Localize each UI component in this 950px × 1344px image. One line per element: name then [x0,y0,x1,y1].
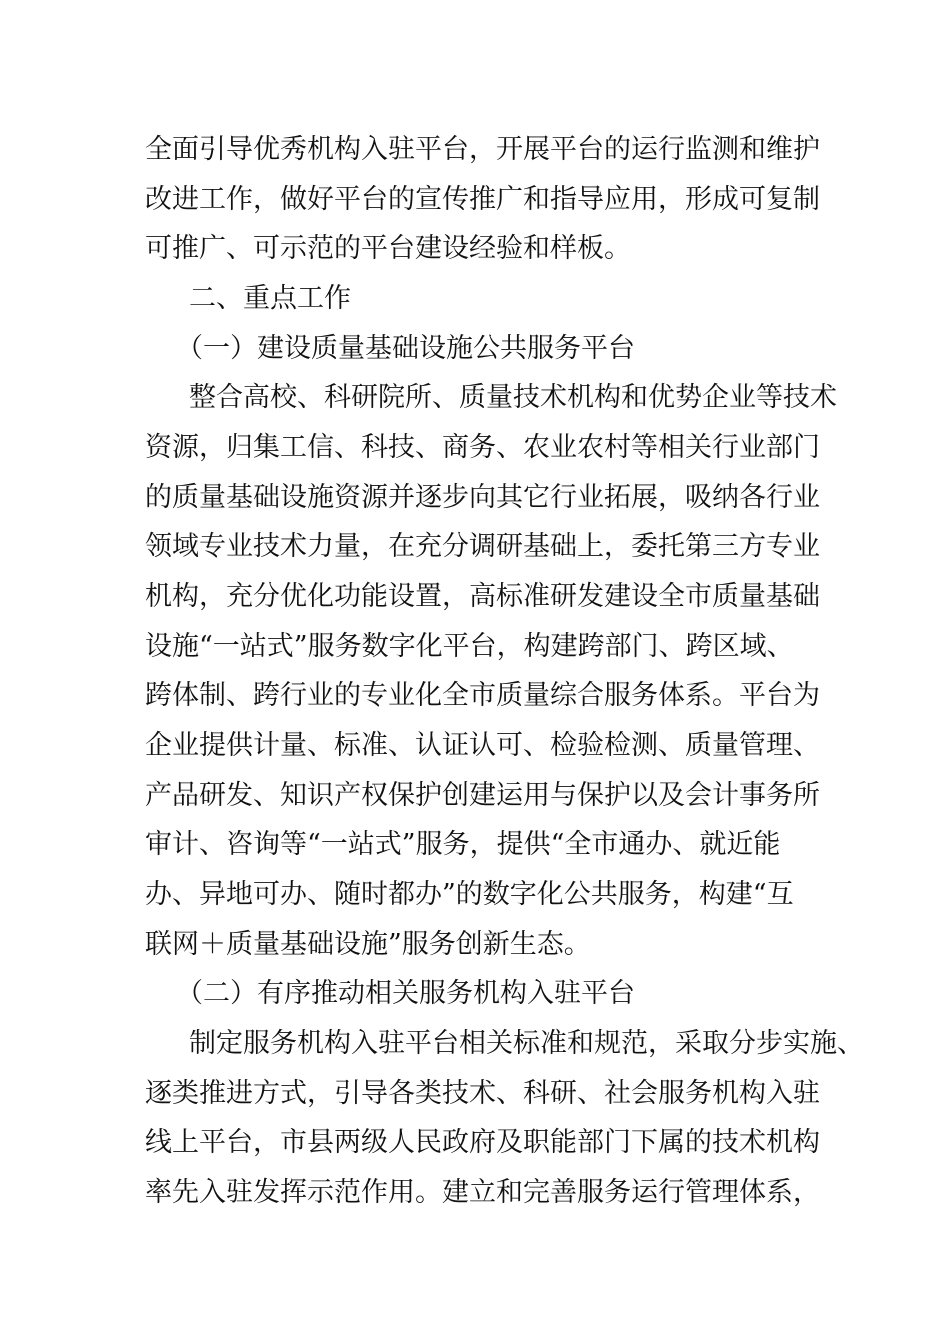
paragraph-continuation-line: 可推广、可示范的平台建设经验和样板。 [145,233,631,264]
paragraph-first-line: 制定服务机构入驻平台相关标准和规范，采取分步实施、 [189,1028,864,1059]
paragraph-line: 联网＋质量基础设施”服务创新生态。 [145,929,591,960]
paragraph-line: 审计、咨询等“一站式”服务，提供“全市通办、就近能 [145,829,781,860]
paragraph-line: 的质量基础设施资源并逐步向其它行业拓展，吸纳各行业 [145,482,820,513]
section-heading: 二、重点工作 [189,283,351,314]
paragraph-continuation-line: 改进工作，做好平台的宣传推广和指导应用，形成可复制 [145,184,820,215]
subsection-heading: （一）建设质量基础设施公共服务平台 [176,333,635,364]
paragraph-first-line: 整合高校、科研院所、质量技术机构和优势企业等技术 [189,382,837,413]
paragraph-line: 机构，充分优化功能设置，高标准研发建设全市质量基础 [145,581,820,612]
paragraph-line: 产品研发、知识产权保护创建运用与保护以及会计事务所 [145,780,820,811]
paragraph-line: 办、异地可办、随时都办”的数字化公共服务，构建“互 [145,879,794,910]
paragraph-line: 资源，归集工信、科技、商务、农业农村等相关行业部门 [145,432,820,463]
paragraph-line: 领域专业技术力量，在充分调研基础上，委托第三方专业 [145,531,820,562]
paragraph-line: 率先入驻发挥示范作用。建立和完善服务运行管理体系， [145,1177,820,1208]
paragraph-line: 逐类推进方式，引导各类技术、科研、社会服务机构入驻 [145,1078,820,1109]
paragraph-line: 企业提供计量、标准、认证认可、检验检测、质量管理、 [145,730,820,761]
paragraph-line: 设施“一站式”服务数字化平台，构建跨部门、跨区域、 [145,631,794,662]
paragraph-line: 线上平台，市县两级人民政府及职能部门下属的技术机构 [145,1127,820,1158]
paragraph-continuation-line: 全面引导优秀机构入驻平台，开展平台的运行监测和维护 [145,134,820,165]
paragraph-line: 跨体制、跨行业的专业化全市质量综合服务体系。平台为 [145,680,820,711]
subsection-heading: （二）有序推动相关服务机构入驻平台 [176,978,635,1009]
